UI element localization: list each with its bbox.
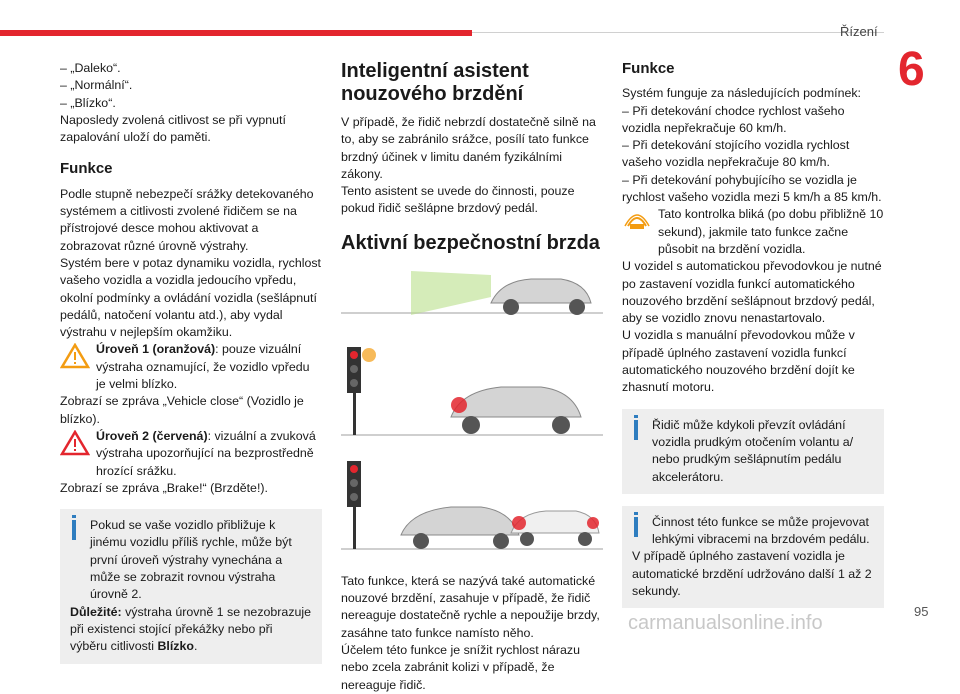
info-note-1 <box>60 509 322 663</box>
condition-stationary: – Při detekování stojícího vozidla rychlost vašeho vozidla nepřekračuje 80 km/h. <box>622 138 850 170</box>
level1-message: Zobrazí se zpráva „Vehicle close“ (Vozidlo je blízko). <box>60 394 304 426</box>
note-text-2: výstraha úrovně 1 se nezobrazuje při existenci stojící překážky nebo při výběru citlivosti <box>70 604 312 654</box>
aeb-text: Tato funkce, která se nazývá také automatické nouzové brzdění, zasahuje v případě, že řidič nereaguje dostatečně rychle a nepoužije brzdy, zasáhne tato funkce namísto něho. <box>341 573 600 640</box>
illustration-red-light <box>341 343 603 447</box>
level1-title: Úroveň 1 (oranžová) <box>96 342 216 357</box>
list-item-far: – „Daleko“. <box>60 61 121 75</box>
active-brake-heading: Aktivní bezpečnostní brzda <box>341 231 600 254</box>
note-hold-text: V případě úplného zastavení vozidla je automatické brzdění udržováno další 1 až 2 sekundy. <box>632 549 872 599</box>
list-item-close: – „Blízko“. <box>60 95 116 110</box>
funkce-heading-2: Funkce <box>622 60 675 77</box>
aeb-text-2: Účelem této funkce je snížit rychlost nárazu nebo zcela zabránit kolizi v případě, že nereaguje řidič. <box>341 642 580 692</box>
section-title: Řízení <box>840 24 878 39</box>
illustration-two-cars <box>341 457 603 561</box>
assist-text: V případě, že řidič nebrzdí dostatečně silně na to, aby se zabránilo srážce, posílí tato funkce brzdný účinek v limitu daném fyzikálními zákony. <box>341 115 596 181</box>
note-bold: Důležité: <box>70 604 122 619</box>
info-note-3 <box>622 506 884 608</box>
level1-warning <box>60 341 322 393</box>
warning-red-icon <box>60 430 90 456</box>
intro-text: Naposledy zvolená citlivost se při vypnutí zapalování uloží do paměti. <box>60 112 286 145</box>
assist-heading: Inteligentní asistent nouzového brzdění <box>341 60 529 105</box>
info-icon <box>634 420 638 440</box>
watermark: carmanualsonline.info <box>628 612 823 634</box>
column-2 <box>341 60 603 694</box>
funkce-heading: Funkce <box>60 160 113 178</box>
note-text: Pokud se vaše vozidlo přibližuje k jinému vozidlu příliš rychle, může být první úroveň výstrahy vynechána a může se zobrazit rovnou výstraha úrovně 2. <box>90 518 292 602</box>
page-number: 95 <box>914 604 929 619</box>
two-cars-illustration <box>341 457 603 561</box>
assist-text-2: Tento asistent se uvede do činnosti, pouze pokud řidič sešlápne brzdový pedál. <box>341 184 575 216</box>
info-note-2 <box>622 409 884 494</box>
column-1 <box>60 60 322 664</box>
note-takeover-text: Řidič může kdykoli převzít ovládání vozidla prudkým otočením volantu a/ nebo prudkým sešlápnutím pedálu akcelerátoru. <box>652 417 854 484</box>
lamp-text: Tato kontrolka bliká (po dobu přibližně 10 sekund), jakmile tato funkce začne působit na brzdění vozidla. <box>658 207 884 256</box>
funkce-paragraph: Podle stupně nebezpečí srážky detekovaného systémem a citlivosti zvolené řidičem se na přístrojové desce mohou aktivovat a zobrazovat různé úrovně výstrahy. <box>60 186 314 253</box>
illustration-car-green <box>341 263 603 333</box>
condition-pedestrian: – Při detekování chodce rychlost vašeho vozidla nepřekračuje 60 km/h. <box>622 103 845 135</box>
header-red-bar <box>0 30 472 36</box>
level2-warning <box>60 428 322 480</box>
auto-gearbox-text: U vozidel s automatickou převodovkou je nutné po zastavení vozidla funkcí automatického nouzového brzdění sešlápnout brzdový pedál, aby se vozidlo znovu nenastartovalo. <box>622 259 882 326</box>
condition-moving: – Při detekování pohybujícího se vozidla je rychlost vašeho vozidla mezi 5 km/h a 85 km/h. <box>622 172 882 205</box>
info-icon <box>634 517 638 537</box>
level2-text: : vizuální a zvuková výstraha upozorňující na bezprostředně hrozící srážku. <box>96 428 316 478</box>
level2-title: Úroveň 2 (červená) <box>96 428 208 443</box>
level2-message: Zobrazí se zpráva „Brake!“ (Brzděte!). <box>60 480 268 495</box>
note-bold-2: Blízko <box>157 639 194 654</box>
traffic-light-car-illustration <box>341 343 603 447</box>
chapter-number: 6 <box>898 43 925 96</box>
info-icon <box>72 520 76 540</box>
note-end: . <box>193 639 198 654</box>
funkce-paragraph-2: Systém bere v potaz dynamiku vozidla, rychlost vašeho vozidla a vozidla jedoucího vpředu, okolní podmínky a ovládání vozidla (sešlápnutí pedálů, natočení volantu atd.), aby vydal výstrahu v nejlepším okamžiku. <box>60 255 322 340</box>
lamp-note <box>622 206 884 258</box>
column-3 <box>622 60 884 608</box>
level1-text: : pouze vizuální výstraha oznamující, že vozidlo vpředu je velmi blízko. <box>96 342 310 392</box>
warning-orange-icon <box>60 343 90 369</box>
car-sensor-illustration <box>341 263 603 333</box>
list-item-normal: – „Normální“. <box>60 78 133 93</box>
conditions-intro: Systém funguje za následujících podmínek: <box>622 86 861 101</box>
note-vibration-text: Činnost této funkce se může projevovat lehkými vibracemi na brzdovém pedálu. <box>652 514 870 547</box>
header-rule <box>472 32 884 33</box>
manual-gearbox-text: U vozidla s manuální převodovkou může v případě úplného zastavení vozidla funkcí automatického nouzového brzdění dojít ke zhasnutí motoru. <box>622 328 855 395</box>
aeb-warning-lamp-icon <box>622 206 652 232</box>
